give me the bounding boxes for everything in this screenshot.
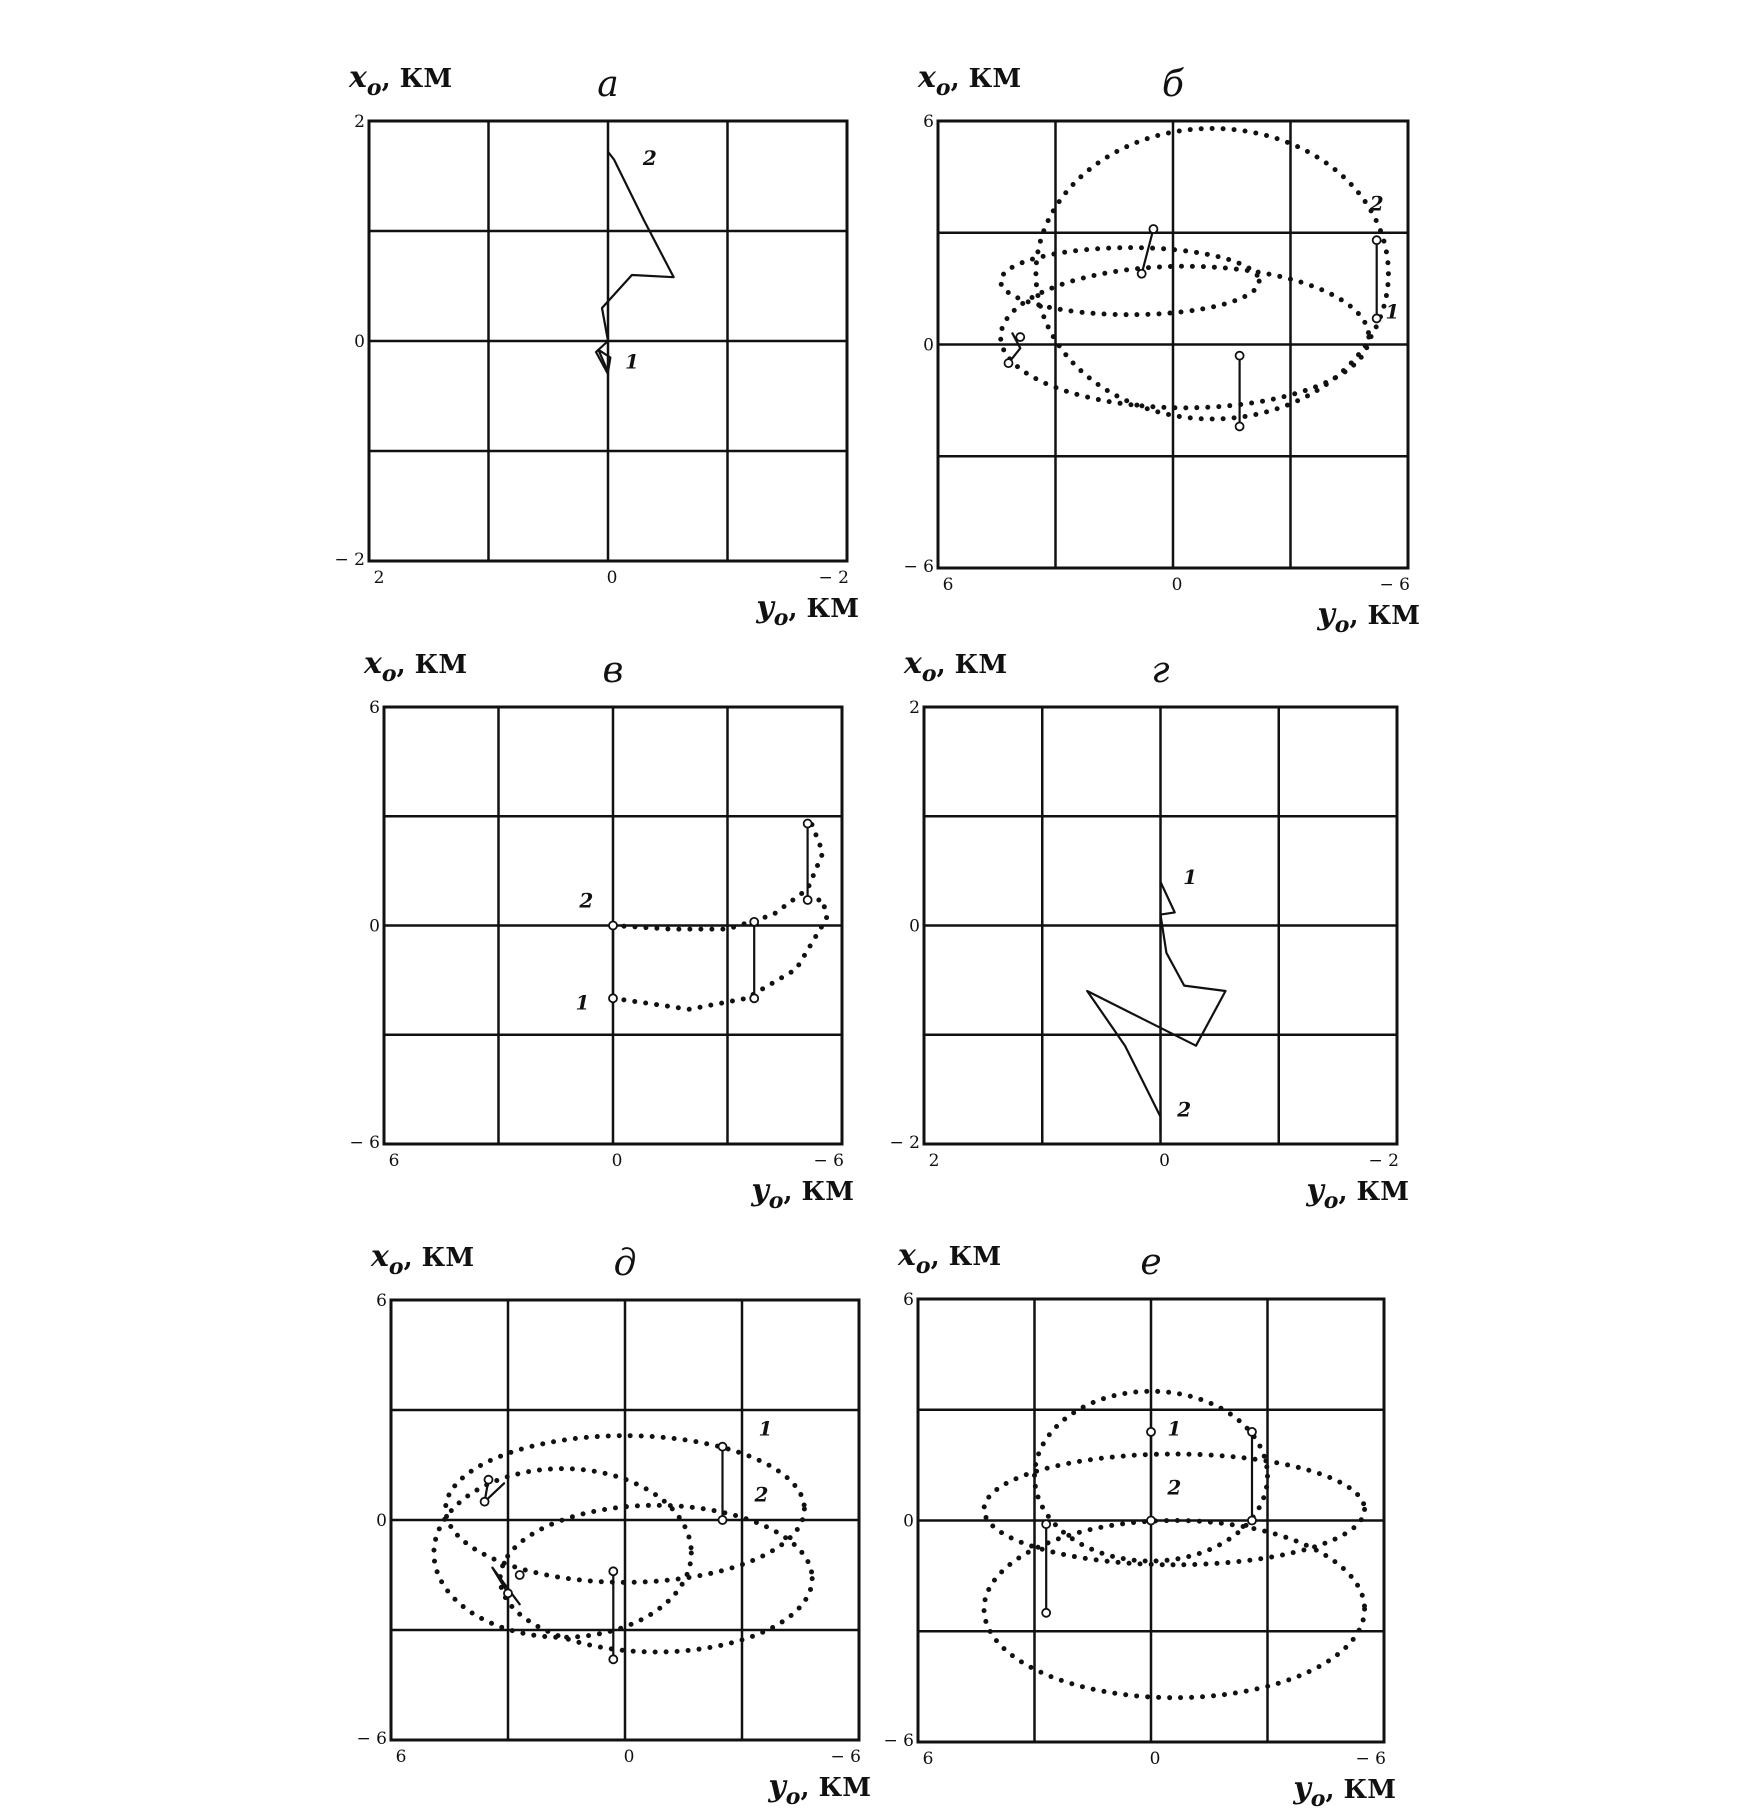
trajectory-dotted	[434, 1469, 691, 1638]
point-label: 2	[579, 888, 594, 913]
point-marker	[1138, 270, 1146, 278]
x-axis-label-letter: y	[1317, 597, 1335, 632]
point-marker	[1005, 359, 1013, 367]
chart-panel-2	[904, 60, 1420, 638]
y-axis-label-unit: , КМ	[930, 1242, 1002, 1272]
x-tick-label: 6	[388, 1151, 400, 1171]
x-axis-label-subscript: о	[1310, 1786, 1326, 1808]
point-marker	[504, 1589, 512, 1597]
x-axis-label	[767, 1769, 871, 1808]
y-tick-label: 0	[923, 335, 934, 356]
y-axis-label-letter: x	[349, 60, 367, 95]
chart-panel-3	[350, 646, 854, 1214]
y-tick-label: − 2	[889, 1133, 920, 1153]
x-axis-label-subscript: о	[785, 1784, 801, 1808]
y-tick-label: − 6	[349, 1133, 380, 1153]
point-label: 2	[642, 146, 657, 170]
y-axis-label-unit: , КМ	[381, 64, 453, 94]
point-label: 1	[575, 990, 590, 1015]
y-tick-label: 6	[903, 1290, 914, 1310]
panel-title: в	[602, 650, 624, 691]
x-axis-label	[755, 590, 859, 631]
point-marker	[609, 1655, 617, 1663]
point-marker	[750, 918, 758, 926]
point-label: 1	[758, 1416, 773, 1441]
y-tick-label: 0	[354, 332, 365, 352]
y-axis-label-letter: x	[904, 646, 922, 681]
y-axis-label	[348, 60, 452, 101]
y-tick-label: − 6	[356, 1729, 387, 1749]
x-tick-label: 2	[373, 568, 385, 588]
x-axis-label	[750, 1173, 854, 1214]
trajectory-dotted	[984, 1454, 1365, 1565]
x-axis-label-unit: , КМ	[788, 594, 859, 624]
y-tick-label: 0	[369, 916, 380, 937]
x-axis-label	[1316, 597, 1420, 638]
x-axis-label-letter: y	[1306, 1173, 1324, 1208]
y-tick-label: 0	[376, 1511, 387, 1531]
panel-title: а	[597, 64, 619, 105]
trajectory-solid	[1087, 915, 1225, 1134]
x-tick-label: 0	[1149, 1749, 1161, 1769]
point-label: 2	[1167, 1475, 1182, 1500]
point-label: 1	[624, 349, 639, 374]
y-tick-label: 2	[909, 698, 920, 718]
point-marker	[804, 820, 812, 828]
trajectory-dotted	[613, 900, 827, 1009]
point-label: 2	[1369, 191, 1384, 216]
y-axis-label-letter: x	[364, 646, 382, 681]
x-tick-label: 0	[1159, 1151, 1170, 1171]
trajectory-dotted	[613, 824, 823, 930]
point-marker	[804, 896, 812, 904]
point-marker	[609, 922, 617, 930]
point-marker	[516, 1571, 524, 1579]
chart-panel-6	[884, 1238, 1396, 1808]
y-axis-label-letter: x	[918, 60, 936, 95]
x-tick-label: 6	[942, 575, 954, 595]
x-tick-label: − 2	[818, 568, 849, 588]
point-label: 2	[754, 1482, 769, 1507]
point-marker	[1248, 1517, 1256, 1525]
y-tick-label: 0	[909, 916, 920, 937]
x-axis-label-unit: , КМ	[1325, 1775, 1396, 1805]
y-axis-label	[903, 646, 1007, 687]
y-tick-label: 6	[369, 698, 380, 718]
x-axis-label-subscript: о	[1334, 612, 1350, 638]
chart-panel-1	[335, 60, 859, 631]
point-label: 1	[1385, 299, 1400, 324]
panel-title: е	[1140, 1242, 1162, 1283]
x-tick-label: 6	[395, 1747, 407, 1767]
x-tick-label: − 6	[830, 1747, 861, 1767]
chart-panel-5	[357, 1239, 871, 1808]
x-axis-label-letter: y	[1293, 1771, 1311, 1806]
y-tick-label: 0	[903, 1511, 914, 1532]
y-tick-label: 6	[376, 1291, 387, 1311]
y-axis-label-subscript: о	[381, 661, 397, 687]
x-tick-label: 0	[623, 1747, 635, 1767]
point-marker	[1236, 352, 1244, 360]
y-axis-label-subscript: о	[366, 75, 382, 101]
y-axis-label	[917, 60, 1021, 101]
point-marker	[1248, 1428, 1256, 1436]
point-label: 2	[1177, 1097, 1192, 1122]
x-tick-label: − 6	[1379, 575, 1410, 595]
y-axis-label-subscript: о	[388, 1254, 404, 1280]
x-axis-label	[1305, 1173, 1409, 1214]
point-marker	[609, 1567, 617, 1575]
y-axis-label	[370, 1239, 474, 1280]
x-axis-label-unit: , КМ	[1338, 1177, 1409, 1207]
y-axis-label-letter: x	[898, 1238, 916, 1273]
y-tick-label: 2	[354, 112, 365, 132]
y-axis-label-subscript: о	[915, 1253, 931, 1279]
y-axis-label-unit: , КМ	[936, 650, 1008, 680]
x-axis-label-unit: , КМ	[1349, 601, 1420, 631]
point-marker	[1147, 1428, 1155, 1436]
x-tick-label: − 6	[1355, 1749, 1386, 1769]
x-axis-label-subscript: о	[1323, 1188, 1339, 1214]
y-tick-label: − 2	[334, 550, 365, 570]
point-marker	[719, 1516, 727, 1524]
y-axis-label-unit: , КМ	[403, 1243, 475, 1273]
panel-title: д	[613, 1243, 637, 1284]
x-tick-label: − 2	[1368, 1151, 1399, 1171]
x-axis-label-unit: , КМ	[783, 1177, 854, 1207]
point-marker	[1016, 333, 1024, 341]
x-tick-label: 6	[922, 1749, 934, 1769]
point-marker	[719, 1443, 727, 1451]
point-marker	[1236, 422, 1244, 430]
chart-panel-4	[890, 646, 1409, 1214]
x-axis-label-letter: y	[756, 590, 774, 625]
x-axis-label-letter: y	[768, 1769, 786, 1804]
x-tick-label: 0	[606, 568, 618, 588]
y-axis-label-letter: x	[371, 1239, 389, 1274]
x-tick-label: 2	[928, 1151, 940, 1171]
y-tick-label: 6	[923, 112, 934, 132]
trajectory-dotted	[1001, 248, 1260, 315]
panel-title: б	[1162, 64, 1184, 105]
point-marker	[1147, 1517, 1155, 1525]
x-tick-label: − 6	[813, 1151, 844, 1171]
y-axis-label-unit: , КМ	[950, 64, 1022, 94]
point-marker	[1042, 1520, 1050, 1528]
point-marker	[1149, 225, 1157, 233]
point-marker	[1373, 236, 1381, 244]
point-marker	[1373, 314, 1381, 322]
y-axis-label-unit: , КМ	[396, 650, 468, 680]
trajectory-solid	[1161, 882, 1175, 915]
point-marker	[750, 994, 758, 1002]
y-axis-label-subscript: о	[935, 75, 951, 101]
point-marker	[1042, 1609, 1050, 1617]
x-axis-label-subscript: о	[768, 1188, 784, 1214]
point-marker	[481, 1498, 489, 1506]
x-axis-label-unit: , КМ	[800, 1773, 871, 1803]
y-tick-label: − 6	[903, 557, 934, 577]
point-marker	[485, 1476, 493, 1484]
point-marker	[609, 994, 617, 1002]
y-axis-label	[897, 1238, 1001, 1279]
y-axis-label	[363, 646, 467, 687]
y-axis-label-subscript: о	[921, 661, 937, 687]
point-label: 1	[1183, 864, 1198, 889]
y-tick-label: − 6	[883, 1731, 914, 1751]
x-tick-label: 0	[1171, 575, 1183, 595]
x-axis-label-letter: y	[751, 1173, 769, 1208]
point-label: 1	[1167, 1416, 1182, 1441]
x-tick-label: 0	[611, 1151, 623, 1171]
x-axis-label-subscript: о	[773, 605, 789, 631]
panel-title: г	[1151, 650, 1170, 691]
x-axis-label	[1292, 1771, 1396, 1808]
